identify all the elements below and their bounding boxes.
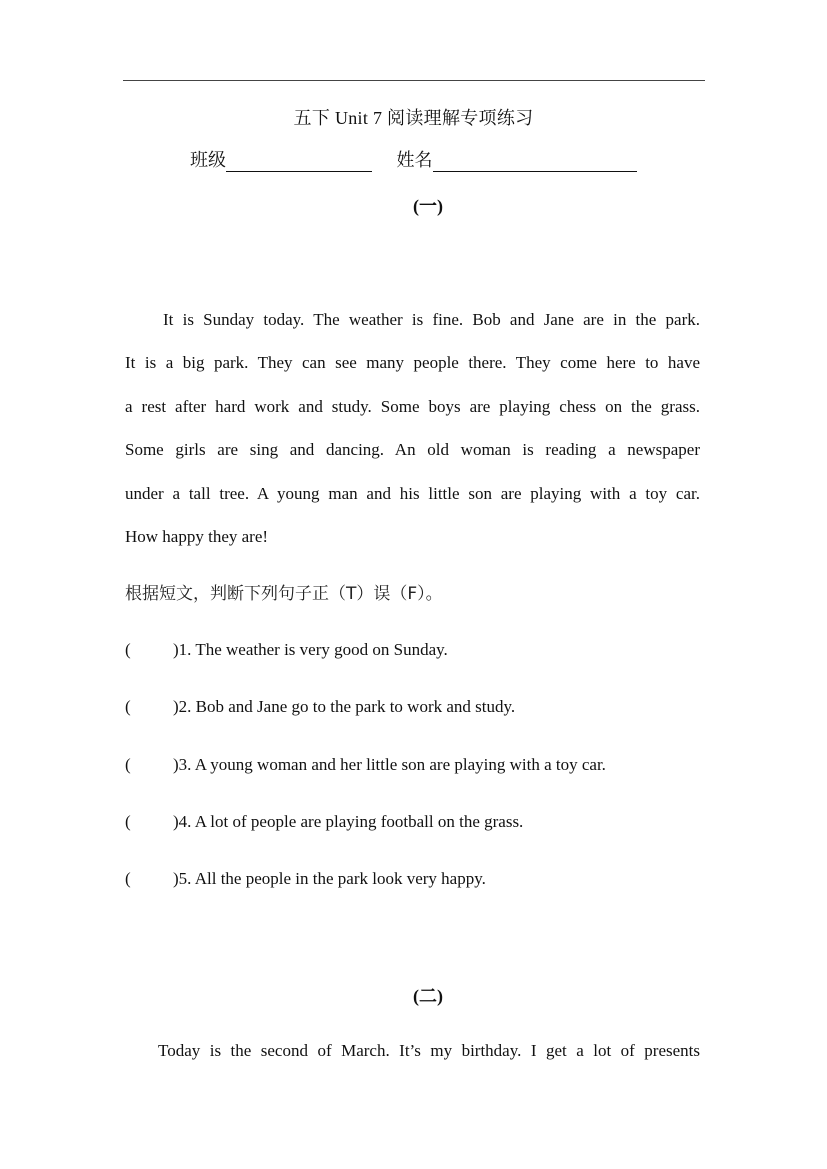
answer-bracket: ( — [125, 640, 131, 659]
passage-line: under a tall tree. A young man and his little son are playing with a toy car. — [125, 483, 700, 503]
answer-bracket: ( — [125, 869, 131, 888]
passage-line: It is Sunday today. The weather is fine. Bob and Jane are in the park. — [163, 310, 700, 329]
worksheet-title: 五下 Unit 7 阅读理解专项练习 — [293, 108, 534, 128]
reading-passage-1 — [125, 298, 700, 558]
instruction-text: 根据短文，判断下列句子正（T）误（F）。 — [125, 584, 443, 604]
question-text: )1. The weather is very good on Sunday. — [173, 640, 448, 659]
question-item-2[interactable] — [125, 697, 515, 717]
question-item-5[interactable] — [125, 869, 486, 889]
reading-passage-2 — [125, 1041, 700, 1084]
passage-line: Some girls are sing and dancing. An old woman is reading a newspaper — [125, 440, 700, 460]
question-text: )4. A lot of people are playing football on the grass. — [173, 812, 524, 831]
passage-line: Today is the second of March. It’s my birthday. I get a lot of presents — [158, 1041, 700, 1060]
name-label: 姓名 — [396, 150, 433, 170]
question-text: )5. All the people in the park look very happy. — [173, 869, 486, 888]
question-item-3[interactable] — [125, 755, 606, 775]
section-heading-2: (二) — [413, 986, 443, 1006]
section-heading-1: (一) — [413, 196, 443, 216]
passage-line: a rest after hard work and study. Some boys are playing chess on the grass. — [125, 396, 700, 416]
student-info-row — [190, 146, 637, 172]
question-text: )2. Bob and Jane go to the park to work and study. — [173, 697, 516, 716]
answer-bracket: ( — [125, 697, 131, 716]
passage-line: It is a big park. They can see many people there. They come here to have — [125, 353, 700, 373]
top-rule — [123, 80, 705, 81]
class-label: 班级 — [190, 150, 226, 170]
question-text: )3. A young woman and her little son are playing with a toy car. — [173, 755, 606, 774]
question-item-4[interactable] — [125, 812, 523, 832]
answer-bracket: ( — [125, 812, 131, 831]
passage-line: How happy they are! — [125, 526, 269, 546]
class-blank[interactable] — [226, 151, 372, 172]
answer-bracket: ( — [125, 755, 131, 774]
question-item-1[interactable] — [125, 640, 448, 660]
name-blank[interactable] — [433, 151, 637, 172]
